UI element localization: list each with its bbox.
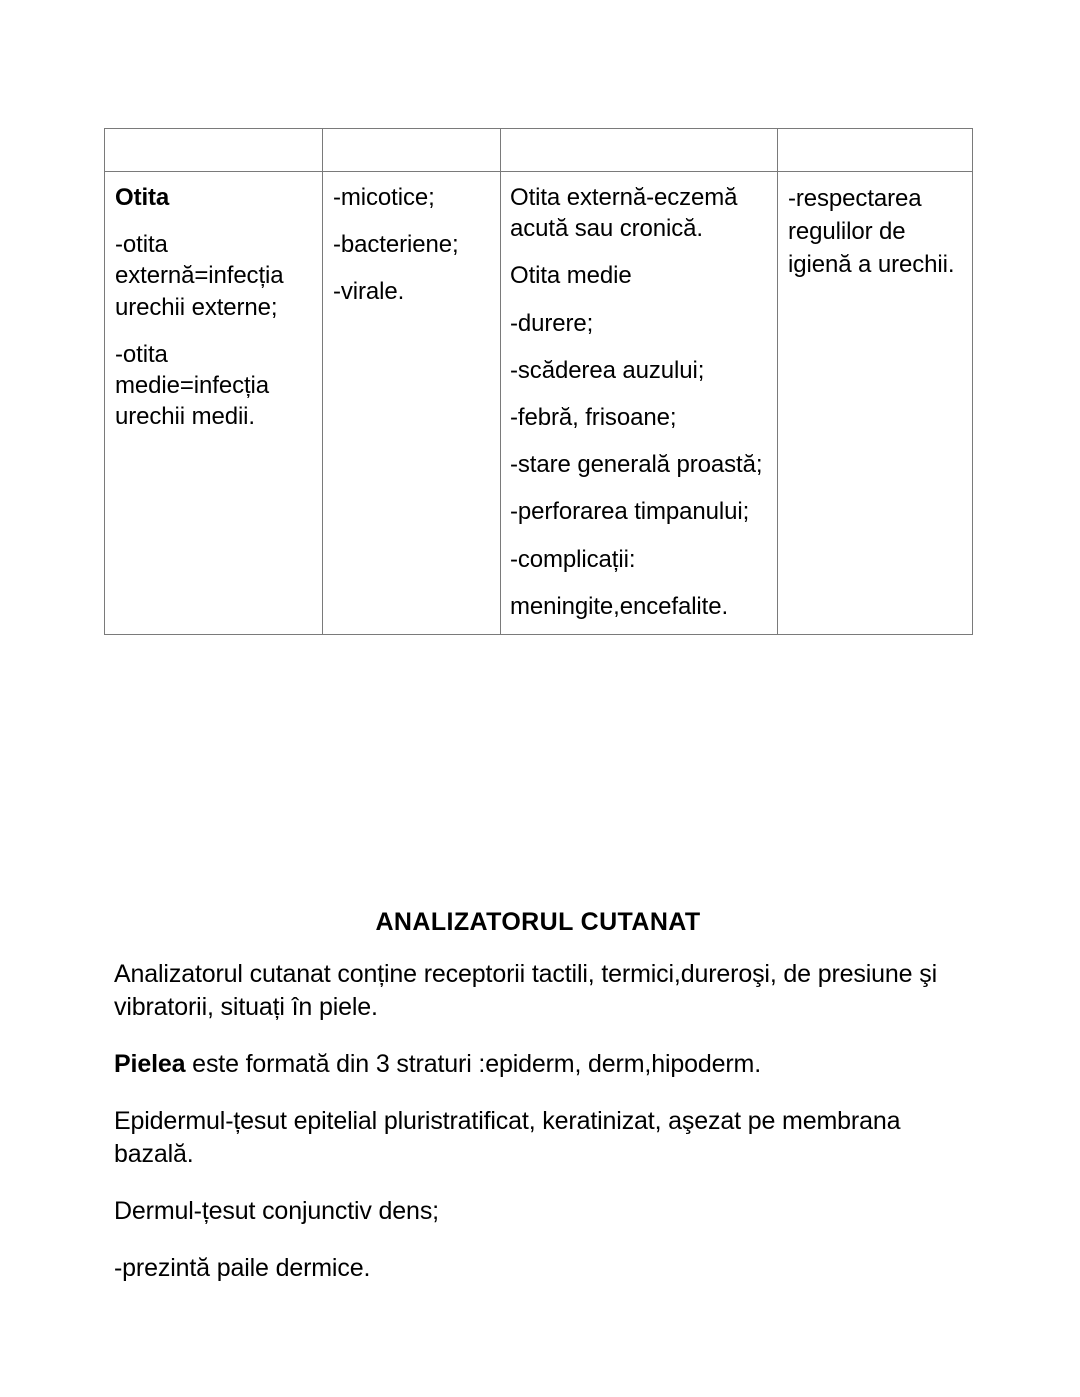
symptom-line-2: Otita medie <box>510 262 632 290</box>
table-cell-causes <box>323 172 501 635</box>
disease-title: Otita <box>115 184 170 211</box>
symptom-line-5: -febră, frisoane; <box>510 403 677 431</box>
symptom-line-1: Otita externă-eczemă acută sau cronică. <box>510 184 738 243</box>
paragraph-2-text: este formată din 3 straturi :epiderm, derm,hipoderm. <box>185 1050 762 1078</box>
cause-line-2: -bacteriene; <box>333 231 459 259</box>
disease-line-1: -otita externă=infecția urechii externe; <box>115 231 284 321</box>
table-header-cell-2 <box>323 129 501 172</box>
section-heading: ANALIZATORUL CUTANAT <box>375 908 701 936</box>
table-header-row <box>105 129 973 172</box>
section-body <box>114 958 944 1285</box>
symptom-line-6: -stare generală proastă; <box>510 451 763 479</box>
symptom-line-4: -scăderea auzului; <box>510 356 705 384</box>
paragraph-3: Epidermul-țesut epitelial pluristratificat, keratinizat, aşezat pe membrana bazală. <box>114 1107 901 1168</box>
table-cell-disease <box>105 172 323 635</box>
cause-line-3: -virale. <box>333 278 405 306</box>
table-header-cell-1 <box>105 129 323 172</box>
prevention-line-1: -respectarea regulilor de igienă a urechii. <box>788 185 955 279</box>
table-header-cell-4 <box>778 129 973 172</box>
cause-line-1: -micotice; <box>333 184 435 211</box>
symptom-line-8: -complicații: <box>510 545 636 573</box>
symptom-line-3: -durere; <box>510 309 594 337</box>
symptom-line-7: -perforarea timpanului; <box>510 498 750 526</box>
paragraph-5: -prezintă paile dermice. <box>114 1254 371 1282</box>
paragraph-2-lead: Pielea <box>114 1050 186 1078</box>
paragraph-1: Analizatorul cutanat conține receptorii tactili, termici,dureroşi, de presiune şi vibratorii, situați în piele. <box>114 960 937 1021</box>
table-cell-symptoms <box>501 172 778 635</box>
symptom-line-9: meningite,encefalite. <box>510 592 729 620</box>
disease-line-2: -otita medie=infecția urechii medii. <box>115 340 270 431</box>
otita-table <box>104 128 973 635</box>
table-header-cell-3 <box>501 129 778 172</box>
paragraph-2 <box>114 1048 944 1081</box>
paragraph-4: Dermul-țesut conjunctiv dens; <box>114 1197 439 1225</box>
table-row <box>105 172 973 635</box>
table-cell-prevention <box>778 172 973 635</box>
